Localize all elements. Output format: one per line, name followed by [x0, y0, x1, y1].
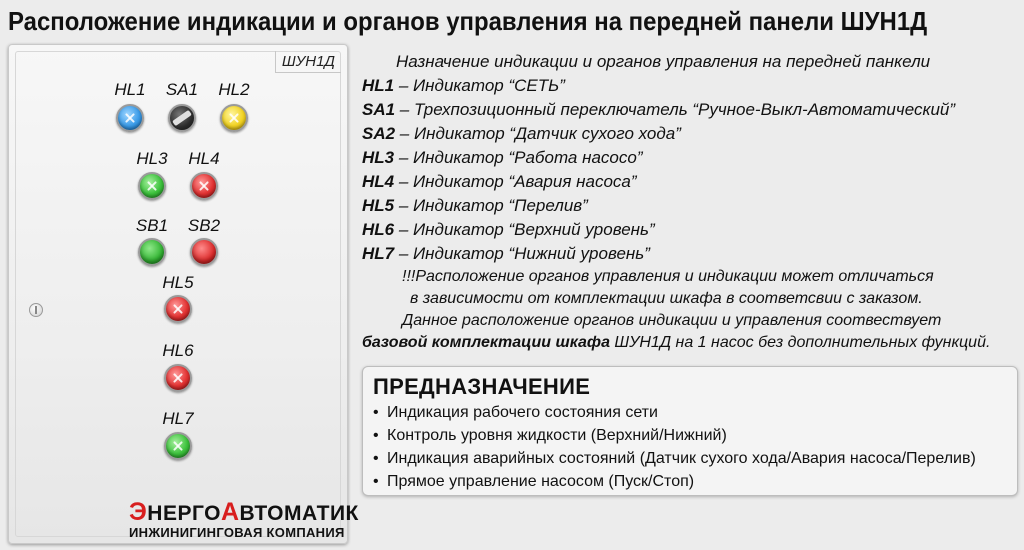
logo-wordmark: ЭНЕРГОАВТОМАТИК — [129, 498, 359, 526]
mode-switch-sa1[interactable] — [168, 104, 196, 132]
purpose-item: • Контроль уровня жидкости (Верхний/Нижний) — [373, 427, 727, 444]
note-line-4: базовой комплектации шкафа ШУН1Д на 1 насос без дополнительных функций. — [362, 334, 991, 351]
purpose-title: ПРЕДНАЗНАЧЕНИЕ — [373, 374, 591, 399]
cabinet-front-panel — [8, 44, 359, 544]
door-lock-icon[interactable] — [29, 303, 43, 317]
label-hl3: HL3 — [136, 149, 168, 168]
purpose-item: • Индикация рабочего состояния сети — [373, 404, 658, 421]
legend-item: HL7 – Индикатор “Нижний уровень” — [362, 244, 650, 263]
label-hl1: HL1 — [114, 80, 146, 99]
indicator-hl1 — [116, 104, 144, 132]
legend-item: HL4 – Индикатор “Авария насоса” — [362, 172, 637, 191]
indicator-hl7 — [164, 432, 192, 460]
indicator-hl4 — [190, 172, 218, 200]
indicator-hl2 — [220, 104, 248, 132]
label-hl5: HL5 — [162, 273, 194, 292]
legend-item: HL3 – Индикатор “Работа насосо” — [362, 148, 643, 167]
legend-item: HL5 – Индикатор “Перелив” — [362, 196, 588, 215]
legend-item: SA2 – Индикатор “Датчик сухого хода” — [362, 124, 681, 143]
legend-heading: Назначение индикации и органов управления на передней панкели — [396, 52, 931, 71]
stop-button-sb2[interactable] — [190, 238, 218, 266]
note-line-2: в зависимости от комплектации шкафа в соответсвии с заказом. — [410, 290, 923, 307]
legend-item: SA1 – Трехпозиционный переключатель “Ручное-Выкл-Автоматический” — [362, 100, 956, 119]
indicator-hl5 — [164, 295, 192, 323]
indicator-hl6 — [164, 364, 192, 392]
note-line-1: !!!Расположение органов управления и индикации может отличаться — [402, 268, 934, 285]
page-title: Расположение индикации и органов управления на передней панели ШУН1Д — [8, 6, 928, 36]
note-line-3: Данное расположение органов индикации и управления соотвествует — [402, 312, 942, 329]
legend — [362, 50, 1022, 354]
label-sb1: SB1 — [135, 216, 169, 235]
indicator-hl3 — [138, 172, 166, 200]
purpose-box — [362, 366, 1018, 496]
legend-item: HL6 – Индикатор “Верхний уровень” — [362, 220, 655, 239]
label-hl4: HL4 — [188, 149, 220, 168]
company-logo — [129, 498, 359, 540]
switch-handle-icon — [172, 110, 192, 126]
logo-subtitle: ИНЖИНИГИНГОВАЯ КОМПАНИЯ — [129, 525, 345, 540]
model-tag: ШУН1Д — [275, 51, 341, 73]
label-hl7: HL7 — [162, 409, 194, 428]
purpose-item: • Прямое управление насосом (Пуск/Стоп) — [373, 473, 695, 490]
label-sa1: SA1 — [165, 80, 199, 99]
label-sb2: SB2 — [187, 216, 221, 235]
label-hl2: HL2 — [218, 80, 250, 99]
label-hl6: HL6 — [162, 341, 194, 360]
purpose-item: • Индикация аварийных состояний (Датчик сухого хода/Авария насоса/Перелив) — [373, 450, 976, 467]
legend-item: HL1 – Индикатор “СЕТЬ” — [362, 76, 565, 95]
start-button-sb1[interactable] — [138, 238, 166, 266]
